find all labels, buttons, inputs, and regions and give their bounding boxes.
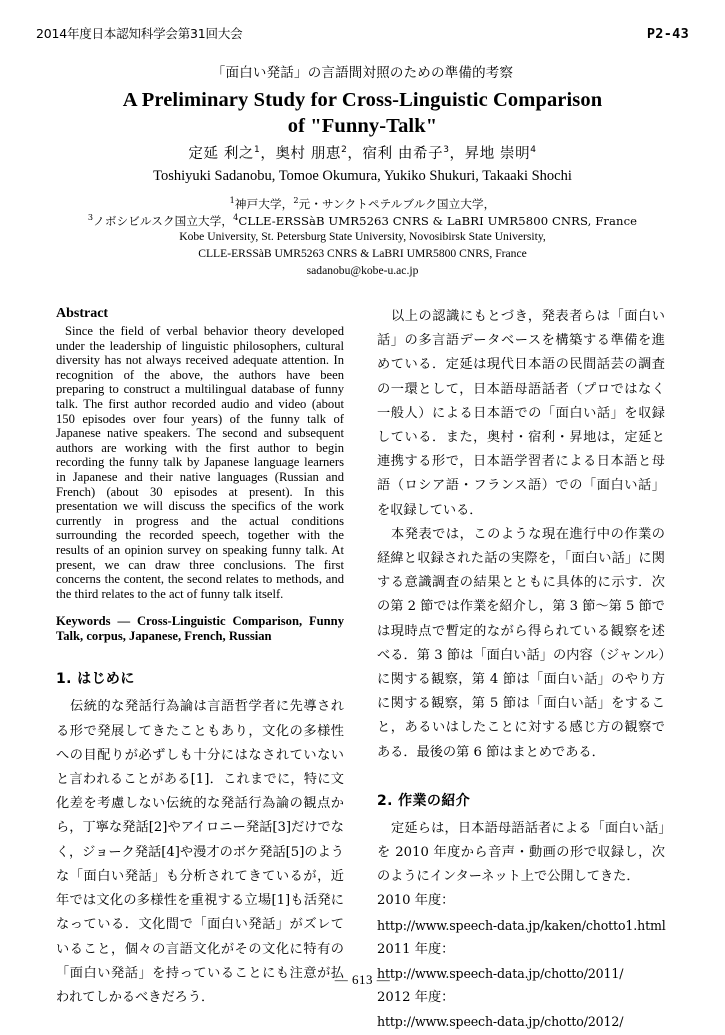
section-2-heading: 2. 作業の紹介 <box>377 792 471 809</box>
abstract-heading: Abstract <box>56 306 109 321</box>
url-year-label: 2010 年度： <box>377 893 455 909</box>
url-entry <box>377 986 665 1034</box>
authors-japanese: 定延 利之$^1$，奥村 朋恵$^2$，宿利 由希子$^3$，昇地 崇明$^4$ <box>188 145 537 162</box>
right-column <box>377 305 665 1035</box>
affiliation-line-1: $^1$神戸大学，$^2$元・サンクトペテルブルク国立大学， <box>229 195 496 211</box>
title-english <box>55 87 670 139</box>
section-1-paragraph-1: 伝統的な発話行為論は言語哲学者に先導される形で発展してきたこともあり，文化の多様性への目配りが必ずしも十分にはなされていないと言われることがある[1]．これまでに，特に文化差を考慮しない伝統的な発話行為論の観点から，丁寧な発話[2]やアイロニー発話[3]だけでなく，ジョーク発話[4]や漫才のボケ発話[5]のような「面白い発話」も分析されてきているが，近年では文化の多様性を重視する立場[1]も活発になっている．文化間で「面白い発話」がズレていること，個々の言語文化がその文化に特有の「面白い発話」を持っていることにも注意が払われてしかるべきだろう． <box>56 699 344 1005</box>
paper-id-label: P2-43 <box>646 26 689 42</box>
affiliation-line-2: $^3$ノボシビルスク国立大学，$^4$CLLE-ERSSàB UMR5263 CNRS & LaBRI UMR5800 CNRS, France <box>87 211 638 228</box>
url-link[interactable]: http://www.speech-data.jp/kaken/chotto1.html <box>377 917 666 933</box>
section-1-heading: 1. はじめに <box>56 671 135 688</box>
authors-english: Toshiyuki Sadanobu, Tomoe Okumura, Yukiko Shukuri, Takaaki Shochi <box>153 168 572 184</box>
left-column <box>56 305 344 1010</box>
url-year-label: 2011 年度： <box>377 941 455 957</box>
title-japanese: 「面白い発話」の言語間対照のための準備的考察 <box>211 65 514 81</box>
right-column-paragraph-2: 本発表では，このような現在進行中の作業の経緯と収録された話の実際を，「面白い話」に関する意識調査の結果とともに具体的に示す．次の第 2 節では作業を紹介し，第 3 節〜第 5 節では現時点で暫定的ながら得られている観察を述べる．第 3 節は「面白い話」の内容（ジャンル）に関する観察，第 4 節は「面白い話」のやり方に関する観察，第 5 節は「面白い話」をすること，あるいはしたことに対する感じ方の観察である．最後の第 6 節はまとめである． <box>377 526 665 760</box>
running-header <box>36 24 689 44</box>
url-link[interactable]: http://www.speech-data.jp/chotto/2012/ <box>377 1014 624 1030</box>
affiliation-line-3: Kobe University, St. Petersburg State University, Novosibirsk State University, <box>179 230 546 243</box>
corresponding-email: sadanobu@kobe-u.ac.jp <box>306 264 419 277</box>
url-link[interactable]: http://www.speech-data.jp/chotto/2011/ <box>377 966 624 982</box>
affiliation-line-4: CLLE-ERSSàB UMR5263 CNRS & LaBRI UMR5800 CNRS, France <box>198 246 527 260</box>
section-spacer-2 <box>377 765 665 791</box>
author-block <box>55 144 670 186</box>
abstract-body: Since the field of verbal behavior theory developed under the leadership of linguistic philosophers, cultural diversity has not always received adequate attention. In recognition of the above, the authors have been preparing to construct a multilingual database of funny talk. The first author recorded audio and video (about 150 episodes over four years) of the funny talk of Japanese native speakers. The second and subsequent authors are working with the first author to begin recording the funny talk by Japanese language learners in Japanese and their native languages (Russian and French) (about 30 episodes at present). In this presentation we will discuss the specifics of the work currently in progress and the actual conditions surrounding the recorded speech, together with the results of an opinion survey on speaking funny talk. At present, we can draw three conclusions. The first concerns the content, the second relates to methods, and the third relates to the act of funny talk itself. <box>56 324 344 601</box>
title-english-line-1: A Preliminary Study for Cross-Linguistic Comparison <box>122 89 603 111</box>
section-2-paragraph-1: 定延らは，日本語母語話者による「面白い話」を 2010 年度から音声・動画の形で収録し，次のようにインターネット上で公開してきた． <box>377 820 665 885</box>
affiliation-block <box>45 196 680 280</box>
url-entry-list <box>377 889 665 1034</box>
conference-name: 2014年度日本認知科学会第31回大会 <box>36 26 243 41</box>
url-entry <box>377 889 665 937</box>
section-spacer <box>56 643 344 669</box>
url-year-label: 2012 年度： <box>377 990 455 1006</box>
keywords-line: Keywords — Cross-Linguistic Comparison, Funny Talk, corpus, Japanese, French, Russian <box>56 614 344 643</box>
page-number: — 613 — <box>334 972 391 987</box>
right-column-paragraph-1: 以上の認識にもとづき，発表者らは「面白い話」の多言語データベースを構築する準備を進めている．定延は現代日本語の民間話芸の調査の一環として，日本語母語話者（プロではなく一般人）による日本語での「面白い話」を収録している．また，奥村・宿利・昇地は，定延と連携する形で，日本語学習者による日本語と母語（ロシア語・フランス語）での「面白い話」を収録している． <box>377 309 665 518</box>
title-english-line-2: of "Funny-Talk" <box>287 115 438 137</box>
title-block <box>55 64 670 139</box>
